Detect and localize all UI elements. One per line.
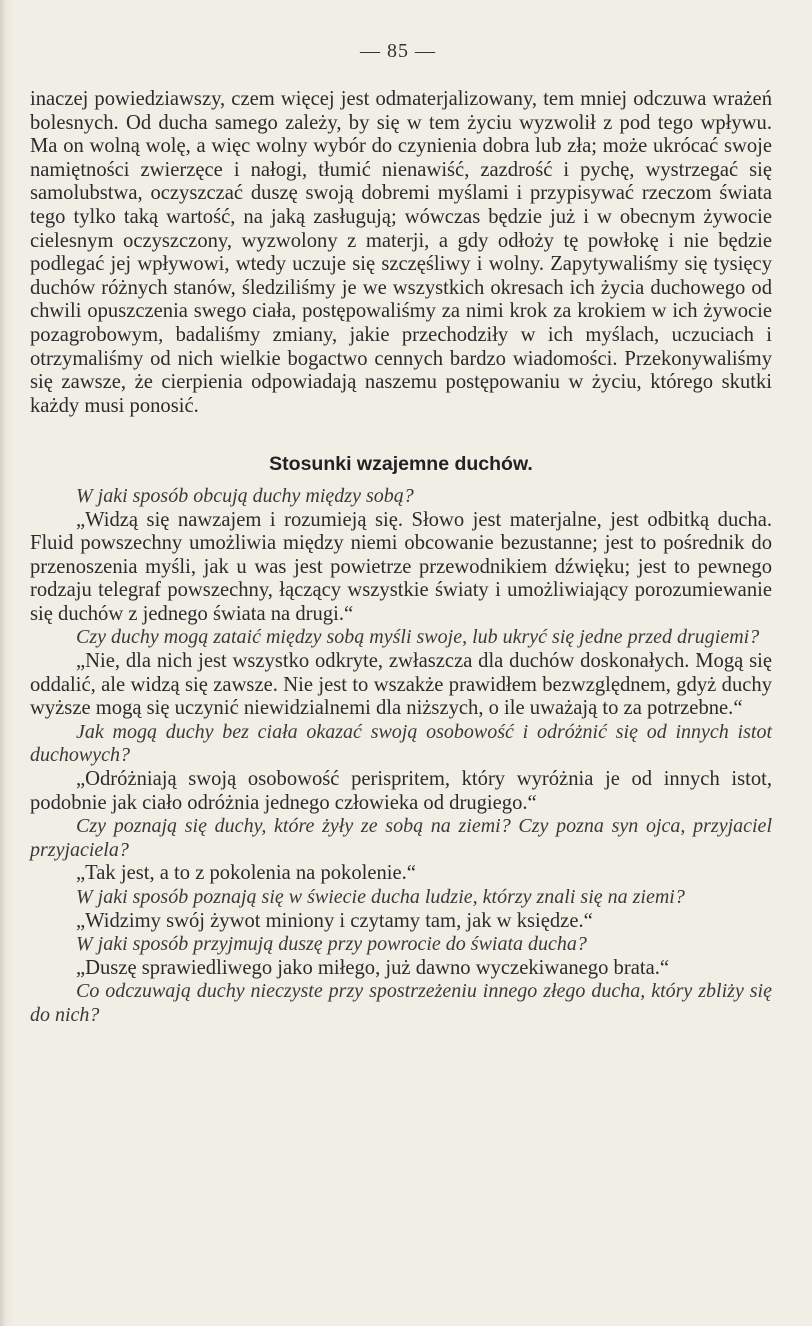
dialogue-answer: „Widzą się nawzajem i rozumieją się. Słowo jest materjalne, jest odbitką ducha. Fluid powszechny umożliwia między niemi obcowanie bezustanne; jest to pośrednik do przenoszenia myśli, jak u was jest powietrze przewodnikiem dźwięku; jest to pewnego rodzaju telegraf powszechny, łączący wszystkie światy i umożliwiający porozumiewanie się duchów z jednego świata na drugi.“ bbox=[30, 508, 772, 625]
dialogue-question: Czy duchy mogą zataić między sobą myśli swoje, lub ukryć się jedne przed drugiemi? bbox=[76, 626, 760, 649]
dialogue-question: W jaki sposób poznają się w świecie ducha ludzie, którzy znali się na ziemi? bbox=[76, 886, 685, 908]
page-body bbox=[30, 88, 772, 1028]
section-heading: Stosunki wzajemne duchów. bbox=[269, 453, 533, 476]
dialogue-question: Jak mogą duchy bez ciała okazać swoją osobowość i odróżnić się od innych istot duchowych? bbox=[30, 720, 772, 767]
dialogue-question: W jaki sposób przyjmują duszę przy powrocie do świata ducha? bbox=[76, 933, 587, 956]
dialogue-answer: „Widzimy swój żywot miniony i czytamy tam, jak w księdze.“ bbox=[76, 909, 593, 932]
dialogue-question: Czy poznają się duchy, które żyły ze sobą na ziemi? Czy pozna syn ojca, przyjaciel przyjaciela? bbox=[30, 815, 772, 861]
intro-paragraph: inaczej powiedziawszy, czem więcej jest odmaterjalizowany, tem mniej odczuwa wrażeń bolesnych. Od ducha samego zależy, by się w tem życiu wyzwolił z pod tego wpływu. Ma on wolną wolę, a więc wolny wybór do czynienia dobra lub zła; może ukrócać swoje namiętności zwierzęce i nałogi, tłumić nienawiść, zazdrość i pychę, wystrzegać się samolubstwa, oczyszczać duszę swoją dobremi myślami i przypisywać rzeczom świata tego tylko taką wartość, na jaką zasługują; wówczas będzie już i w obecnym żywocie cielesnym oczyszczony, wyzwolony z materji, a gdy odłoży tę powłokę i nie będzie podlegać jej wpływowi, wtedy uczuje się szczęśliwy i wolny. Zapytywaliśmy się tysięcy duchów różnych stanów, śledziliśmy je we wszystkich okresach ich życia duchowego od chwili opuszczenia swego ciała, postępowaliśmy za nimi krok za krokiem w ich żywocie pozagrobowym, badaliśmy zmiany, jakie przechodziły w ich myślach, uczuciach i otrzymaliśmy od nich wielkie bogactwo cennych bardzo wiadomości. Przekonywaliśmy się zawsze, że cierpienia odpowiadają naszemu postępowaniu w życiu, którego skutki każdy musi ponosić. bbox=[30, 88, 772, 417]
dialogue-answer: „Tak jest, a to z pokolenia na pokolenie.“ bbox=[76, 862, 416, 885]
page-number: — 85 — bbox=[360, 40, 436, 62]
dialogue-answer: „Odróżniają swoją osobowość perispritem, który wyróżnia je od innych istot, podobnie jak ciało odróżnia jednego człowieka od drugiego.“ bbox=[30, 768, 772, 814]
dialogue-question: Co odczuwają duchy nieczyste przy spostrzeżeniu innego złego ducha, który zbliży się do nich? bbox=[30, 980, 772, 1026]
dialogue-answer: „Duszę sprawiedliwego jako miłego, już dawno wyczekiwanego brata.“ bbox=[76, 956, 669, 979]
page-spine-shadow bbox=[0, 0, 6, 1326]
dialogue bbox=[30, 485, 772, 1028]
dialogue-question: W jaki sposób obcują duchy między sobą? bbox=[76, 484, 414, 507]
dialogue-answer: „Nie, dla nich jest wszystko odkryte, zwłaszcza dla duchów doskonałych. Mogą się oddalić, ale widzą się zawsze. Nie jest to wszakże prawidłem bezwzględnem, gdyż duchy wyższe mogą się uczynić niewidzialnemi dla niższych, o ile uważają to za potrzebne.“ bbox=[30, 650, 772, 720]
